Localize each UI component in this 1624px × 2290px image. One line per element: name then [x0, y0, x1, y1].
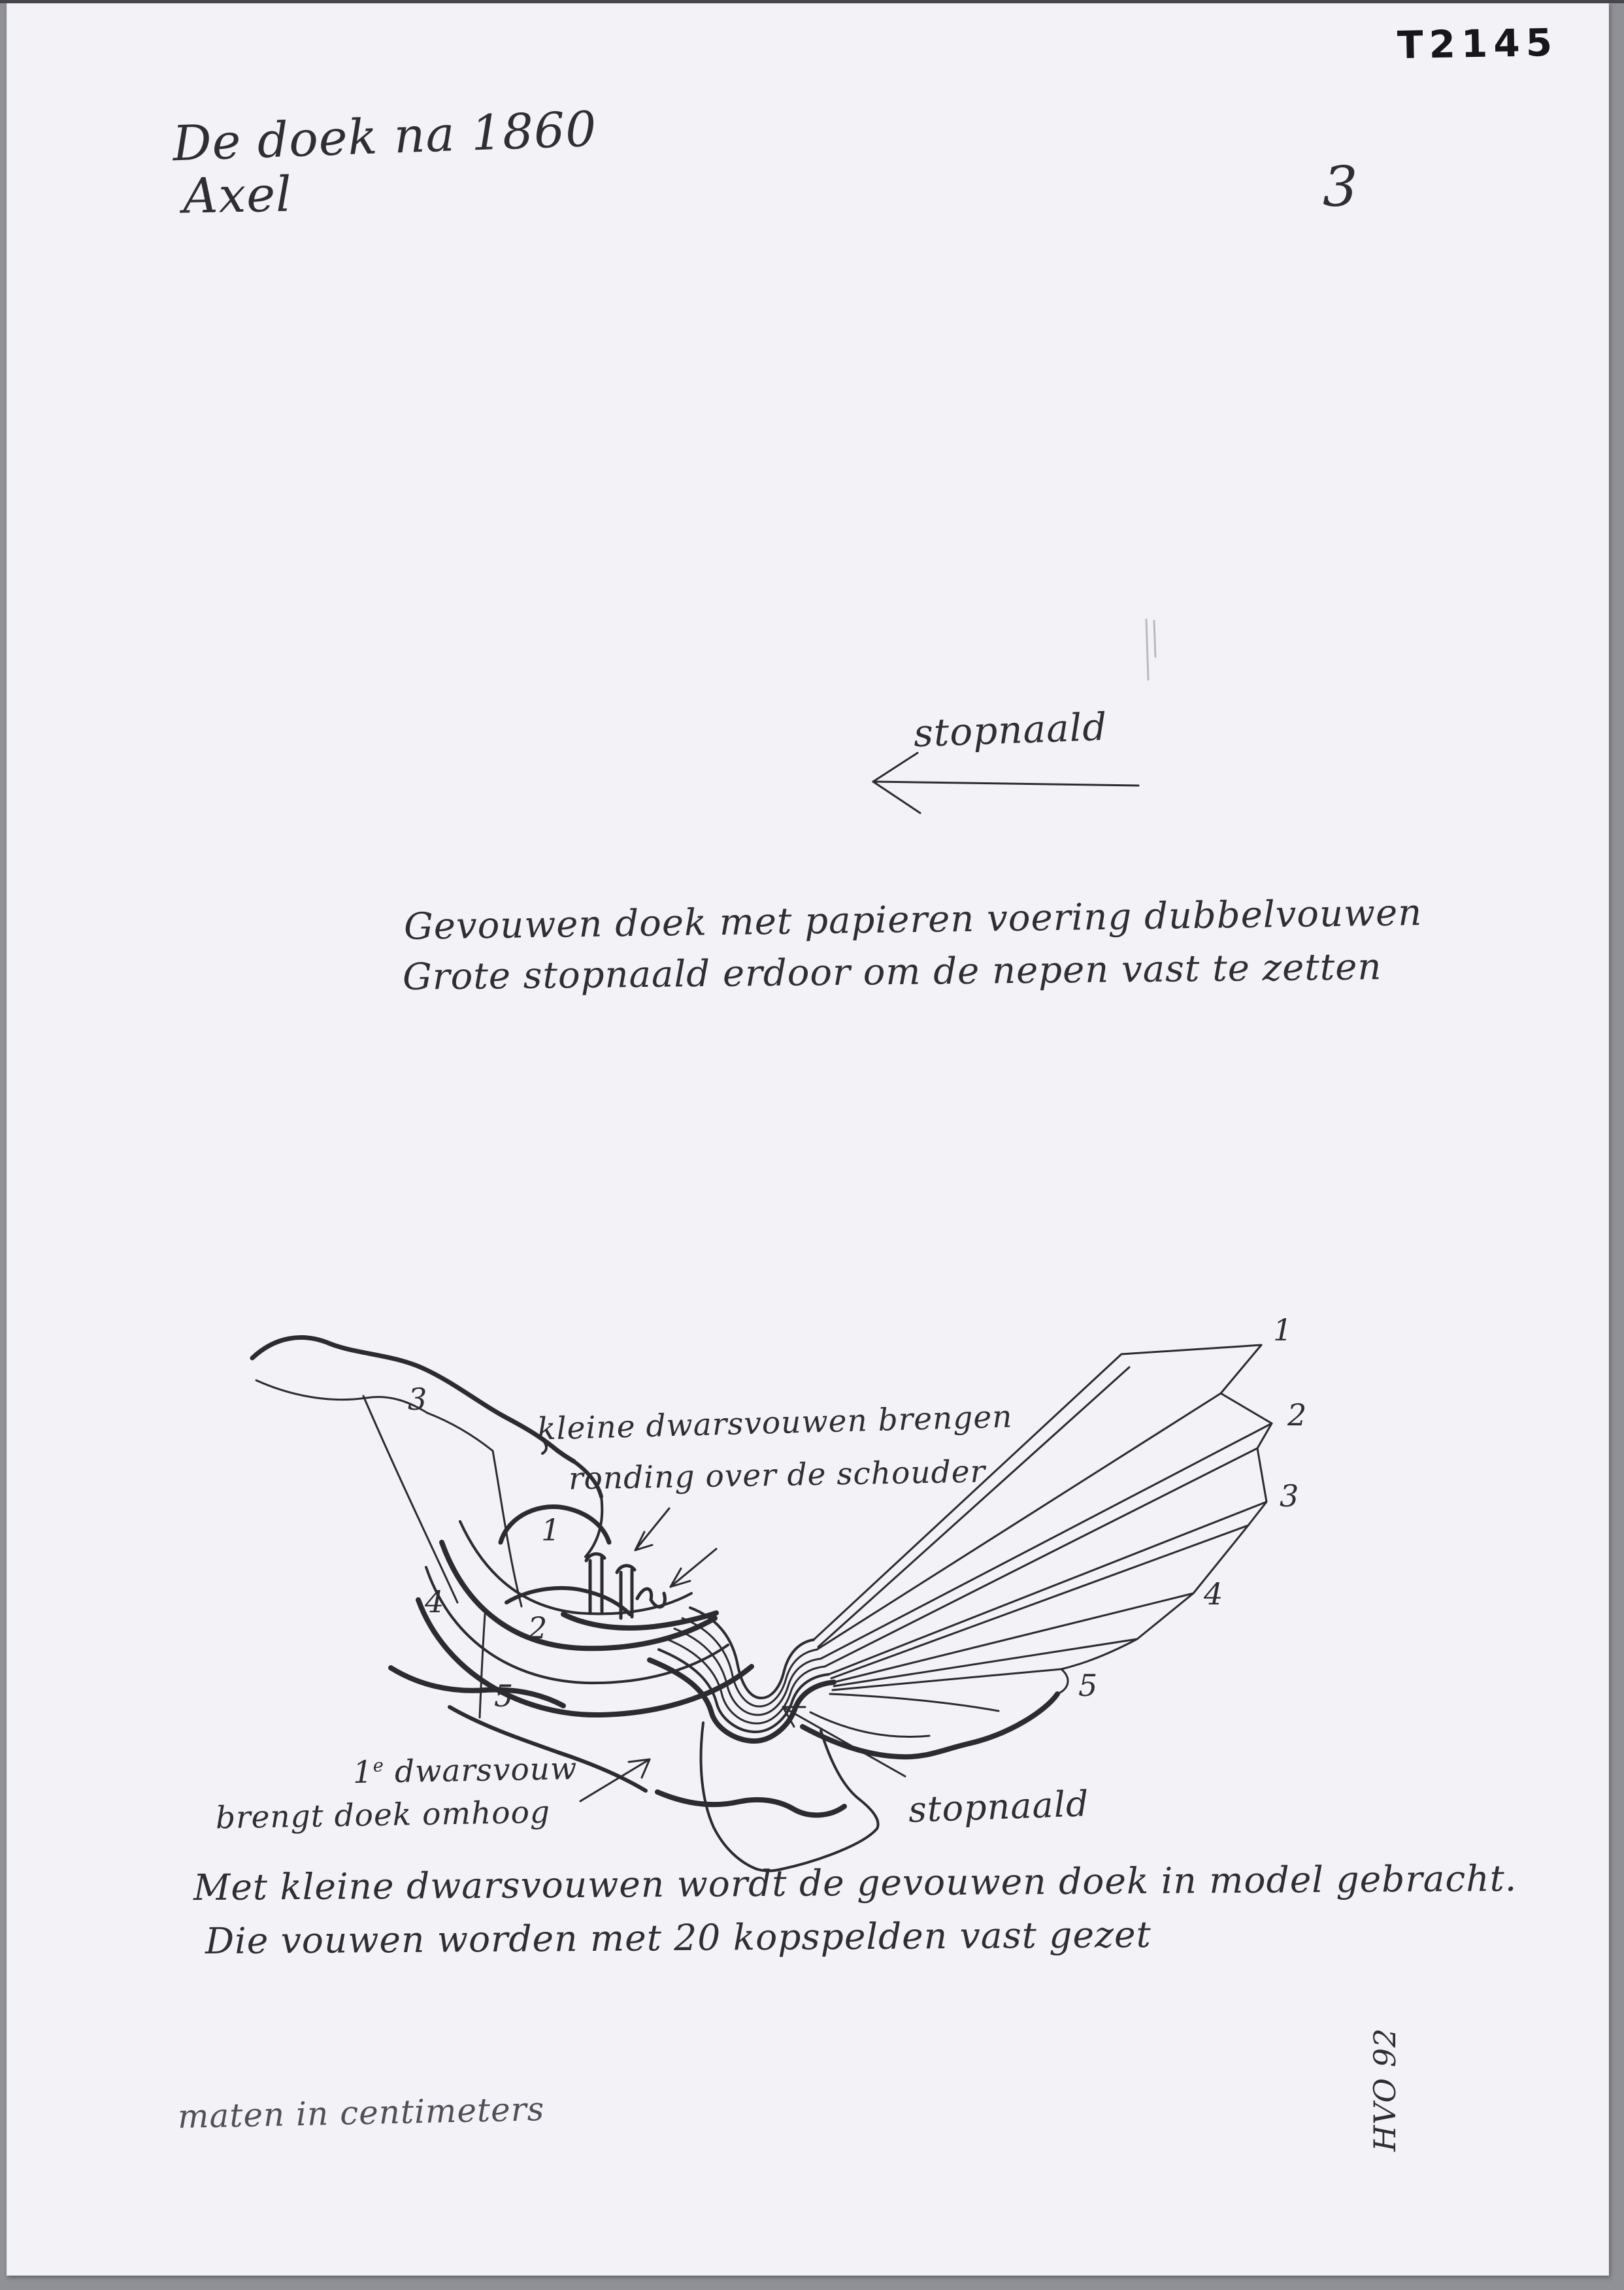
first-fold-rest: dwarsvouw [384, 1751, 578, 1791]
intro-line1: Gevouwen doek met papieren voering dubbelvouwen [403, 891, 1423, 948]
page-title-line2: Axel [182, 166, 293, 225]
small-folds-label-line1: kleine dwarsvouwen brengen [537, 1399, 1014, 1448]
page-number: 3 [1323, 155, 1359, 219]
cloth-left-ribbon [252, 1338, 602, 1606]
pleat-fan-edge [1137, 1345, 1272, 1639]
measure-note: maten in centimeters [177, 2090, 545, 2136]
stray-mark [1146, 620, 1155, 680]
cloth-bottom-right [803, 1694, 1057, 1757]
stopnaald-bottom-label: stopnaald [907, 1783, 1090, 1831]
fig-right-number-4: 4 [1204, 1576, 1224, 1612]
side-code: HVO 92 [1367, 2027, 1402, 2151]
cloth-scallop-folds [418, 1506, 752, 1715]
fig-left-number-2: 2 [528, 1610, 548, 1646]
first-fold-sup: e [373, 1755, 385, 1776]
intro-line2: Grote stopnaald erdoor om de nepen vast te zetten [402, 946, 1382, 999]
first-fold-label-line2: brengt doek omhoog [215, 1794, 551, 1836]
archive-code: T2145 [1397, 20, 1559, 68]
first-fold-num: 1 [352, 1754, 374, 1791]
outro-line2: Die vouwen worden met 20 kopspelden vast gezet [205, 1913, 1152, 1963]
fig-left-number-1: 1 [541, 1512, 561, 1548]
stopnaald-top-arrow [873, 753, 1138, 813]
stopnaald-top-label: stopnaald [912, 704, 1108, 756]
fig-left-number-3: 3 [408, 1382, 428, 1417]
fig-left-number-5: 5 [494, 1678, 514, 1714]
fig-right-number-5: 5 [1078, 1668, 1099, 1703]
small-folds-arrows [635, 1508, 716, 1587]
page-title-line1: De doek na 1860 [171, 101, 598, 173]
fig-right-number-3: 3 [1280, 1478, 1300, 1514]
pleat-fan [814, 1345, 1272, 1711]
stopnaald-bottom-arrow [783, 1707, 905, 1776]
small-folds-label-line2: ronding over de schouder [568, 1453, 986, 1497]
fig-left-number-4: 4 [425, 1584, 445, 1619]
fig-right-number-1: 1 [1273, 1312, 1293, 1348]
fig-right-number-2: 2 [1287, 1397, 1308, 1433]
outro-line1: Met kleine dwarsvouwen wordt de gevouwen doek in model gebracht. [193, 1857, 1517, 1909]
